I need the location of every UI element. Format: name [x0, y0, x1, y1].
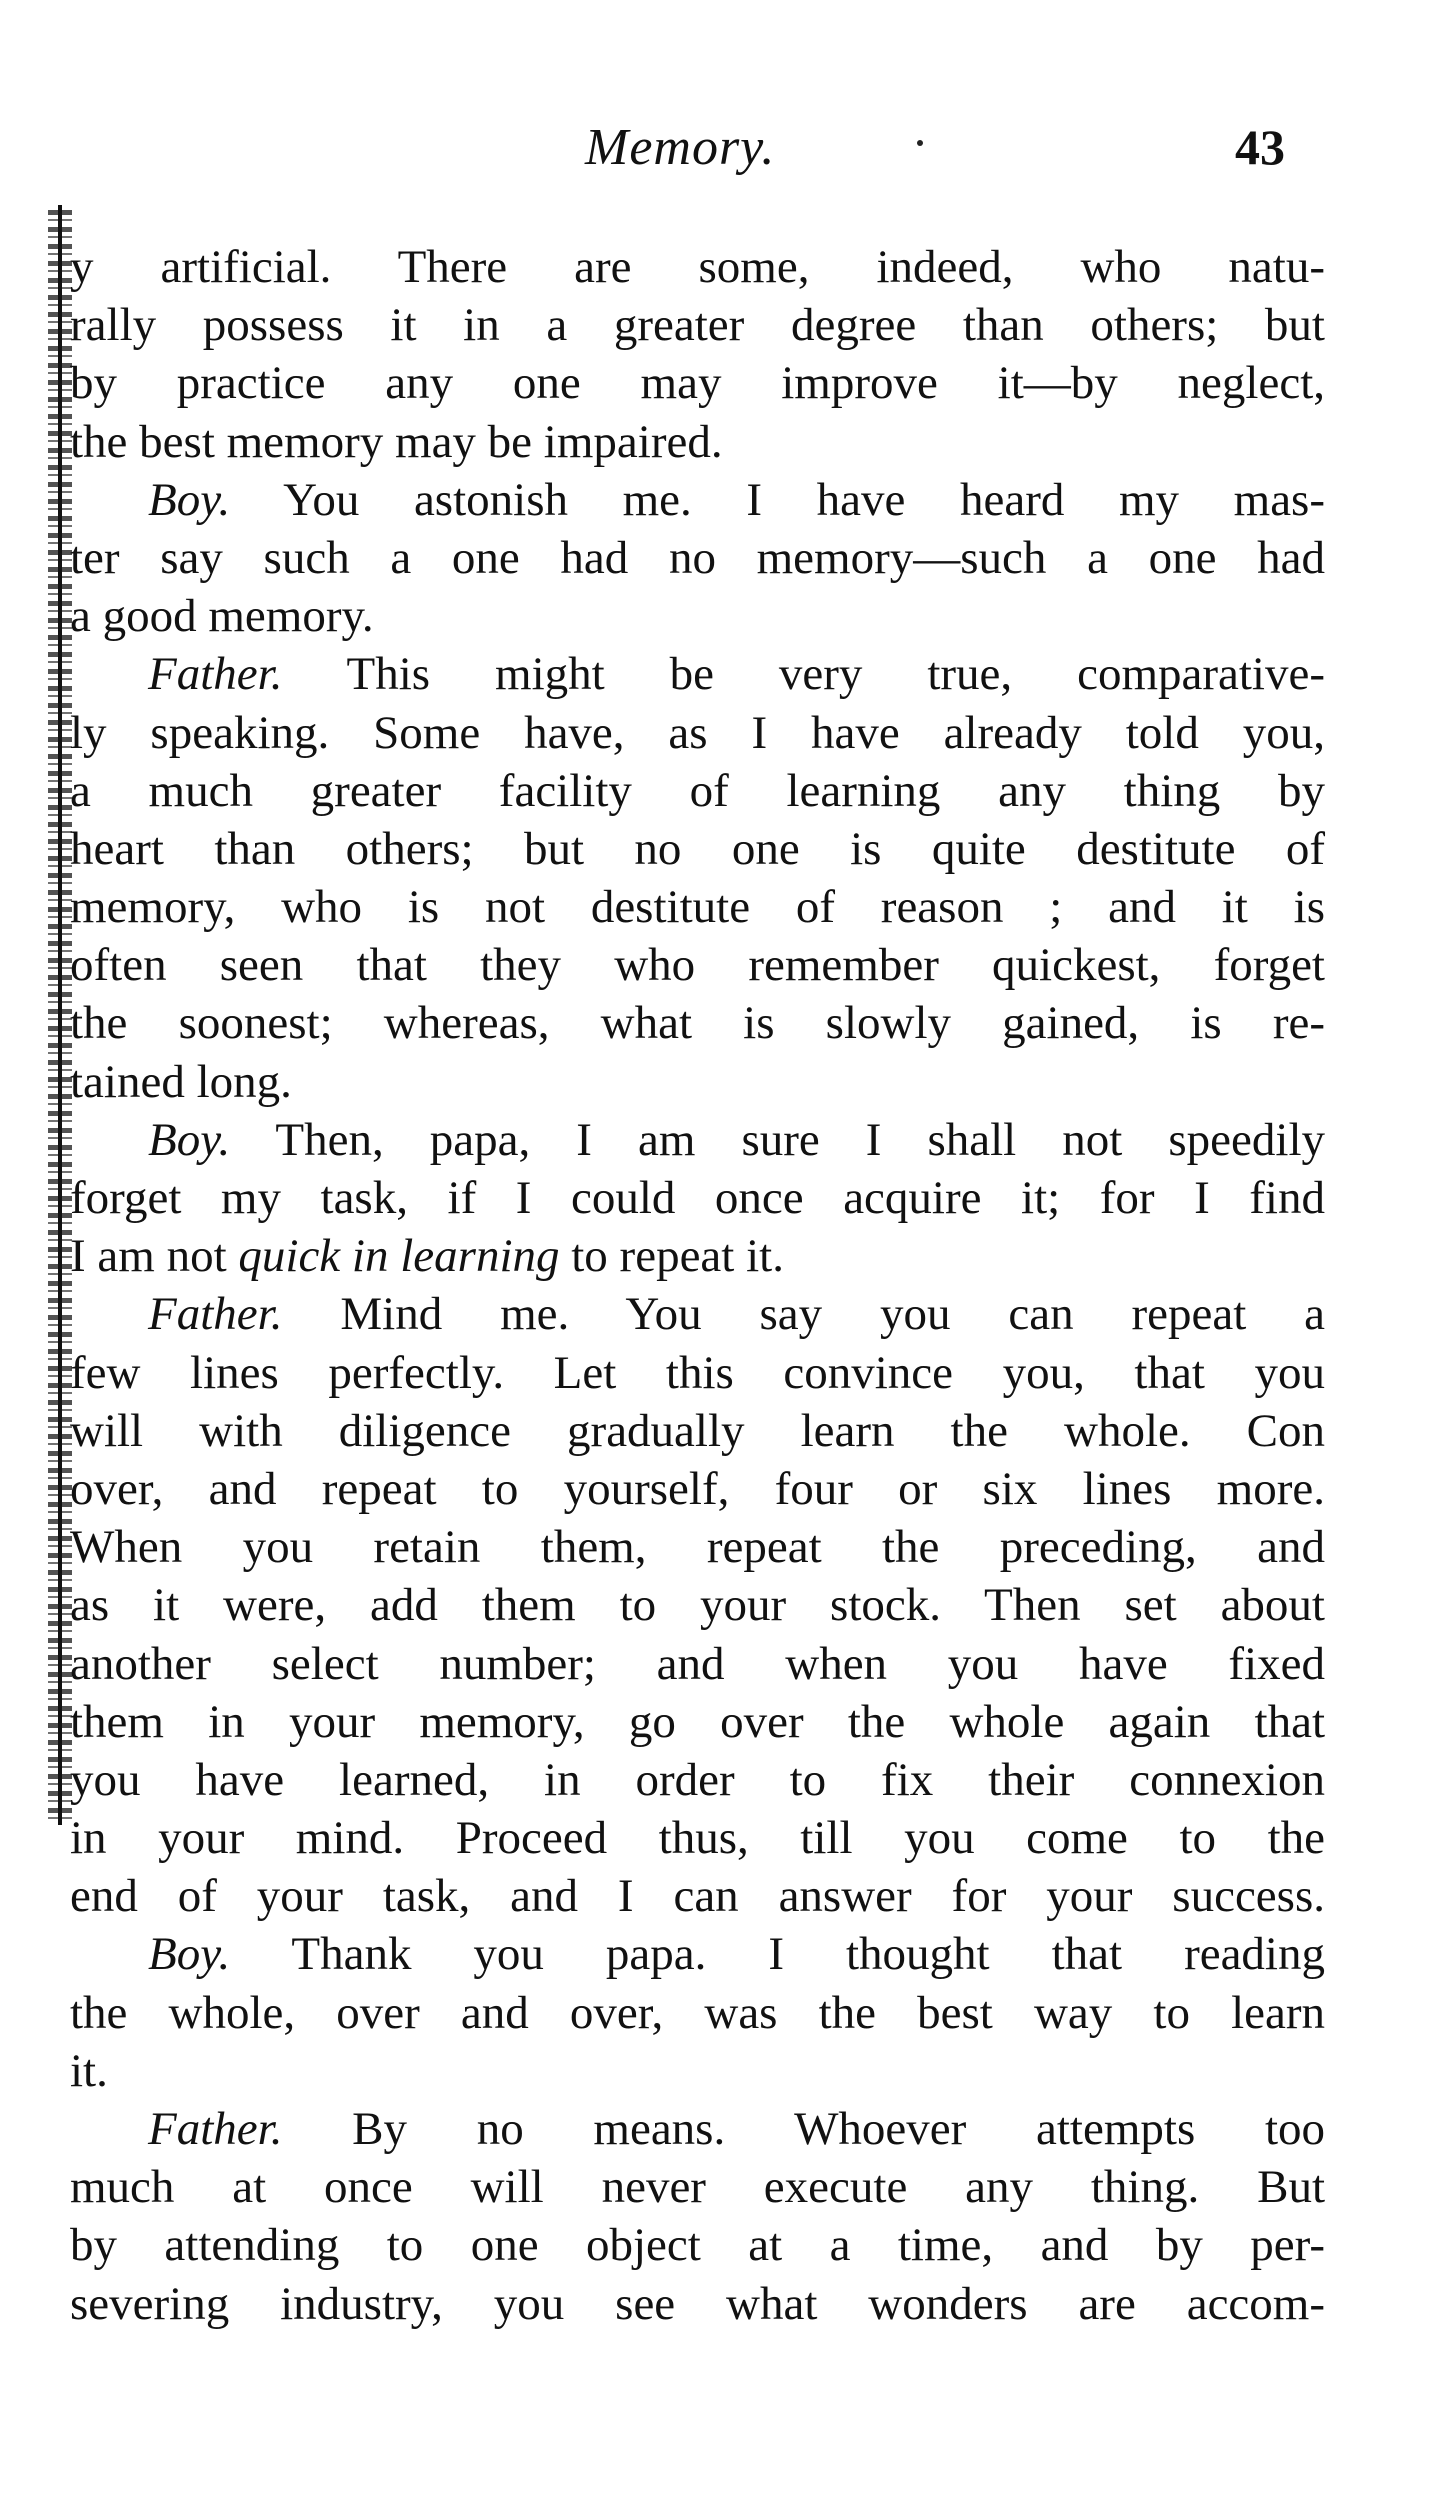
- text-segment: the soonest; whereas, what is slowly gained, is re-: [70, 997, 1325, 1050]
- text-line: [70, 1227, 1325, 1285]
- text-line: [70, 1169, 1325, 1227]
- italic-text: Father.: [148, 2103, 283, 2155]
- text-line: [70, 1344, 1325, 1402]
- text-segment: I am not: [70, 1230, 239, 1283]
- text-segment: memory, who is not destitute of reason ; and it is: [70, 881, 1325, 934]
- text-segment: you have learned, in order to fix their connexion: [70, 1753, 1325, 1806]
- text-segment: ter say such a one had no memory—such a one had: [70, 531, 1325, 584]
- text-segment: a good memory.: [70, 590, 374, 643]
- text-line: [70, 1809, 1325, 1867]
- text-line: [70, 820, 1325, 878]
- text-segment: few lines perfectly. Let this convince you, that you: [70, 1346, 1325, 1399]
- text-line: [70, 762, 1325, 820]
- text-segment: much at once will never execute any thing. But: [70, 2161, 1325, 2214]
- text-line: [70, 1460, 1325, 1518]
- italic-text: quick in learning: [238, 1230, 560, 1283]
- body-text: [70, 238, 1325, 2333]
- text-line: [70, 1925, 1325, 1983]
- text-segment: rally possess it in a greater degree than others; but: [70, 299, 1325, 352]
- text-segment: it.: [70, 2044, 108, 2097]
- text-segment: over, and repeat to yourself, four or six lines more.: [70, 1462, 1325, 1515]
- italic-text: Father.: [148, 1288, 283, 1341]
- header-ornament-dot: [917, 140, 923, 146]
- text-segment: By no means. Whoever attempts too: [282, 2103, 1325, 2155]
- text-segment: will with diligence gradually learn the whole. Con: [70, 1404, 1325, 1457]
- italic-text: Father.: [148, 648, 283, 701]
- text-line: [70, 2100, 1325, 2158]
- text-line: [70, 994, 1325, 1052]
- italic-text: Boy.: [148, 1113, 231, 1166]
- text-line: [70, 587, 1325, 645]
- text-segment: ly speaking. Some have, as I have already told you,: [70, 706, 1325, 759]
- text-segment: by attending to one object at a time, and by per-: [70, 2219, 1325, 2272]
- text-line: [70, 1693, 1325, 1751]
- text-segment: Thank you papa. I thought that reading: [230, 1928, 1325, 1981]
- text-line: [70, 238, 1325, 296]
- text-segment: a much greater facility of learning any thing by: [70, 764, 1325, 817]
- text-segment: as it were, add them to your stock. Then set about: [70, 1579, 1325, 1632]
- text-segment: tained long.: [70, 1055, 292, 1108]
- text-line: [70, 354, 1325, 412]
- text-line: [70, 2216, 1325, 2274]
- text-line: [70, 1111, 1325, 1169]
- text-segment: Then, papa, I am sure I shall not speedily: [230, 1113, 1325, 1166]
- text-segment: another select number; and when you have fixed: [70, 1637, 1325, 1690]
- text-line: [70, 1053, 1325, 1111]
- text-line: [70, 1867, 1325, 1925]
- italic-text: Boy.: [148, 473, 231, 526]
- text-line: [70, 2158, 1325, 2216]
- text-segment: When you retain them, repeat the preceding, and: [70, 1521, 1325, 1574]
- text-line: [70, 2042, 1325, 2100]
- italic-text: Boy.: [148, 1928, 231, 1981]
- text-line: [70, 645, 1325, 703]
- text-segment: to repeat it.: [559, 1230, 784, 1283]
- text-segment: You astonish me. I have heard my mas-: [230, 473, 1325, 526]
- text-segment: forget my task, if I could once acquire it; for I find: [70, 1172, 1325, 1224]
- text-line: [70, 1518, 1325, 1576]
- text-line: [70, 2275, 1325, 2333]
- text-line: [70, 296, 1325, 354]
- text-segment: by practice any one may improve it—by neglect,: [70, 357, 1325, 410]
- text-line: [70, 1751, 1325, 1809]
- text-line: [70, 529, 1325, 587]
- text-line: [70, 1402, 1325, 1460]
- text-segment: the best memory may be impaired.: [70, 415, 723, 468]
- text-segment: This might be very true, comparative-: [282, 648, 1325, 701]
- text-line: [70, 878, 1325, 936]
- binding-gutter-edge: [58, 205, 62, 1825]
- text-segment: in your mind. Proceed thus, till you come to the: [70, 1812, 1325, 1865]
- text-segment: severing industry, you see what wonders are accom-: [70, 2277, 1325, 2330]
- running-head-title: Memory.: [585, 119, 776, 176]
- text-segment: heart than others; but no one is quite destitute of: [70, 822, 1325, 875]
- text-line: [70, 1576, 1325, 1634]
- page-number: 43: [1235, 119, 1285, 175]
- text-line: [70, 413, 1325, 471]
- text-line: [70, 1285, 1325, 1343]
- text-segment: Mind me. You say you can repeat a: [282, 1288, 1325, 1341]
- text-segment: them in your memory, go over the whole again that: [70, 1695, 1325, 1748]
- text-line: [70, 936, 1325, 994]
- text-line: [70, 471, 1325, 529]
- text-line: [70, 704, 1325, 762]
- text-segment: often seen that they who remember quickest, forget: [70, 939, 1325, 992]
- text-segment: the whole, over and over, was the best way to learn: [70, 1986, 1325, 2039]
- text-segment: end of your task, and I can answer for your success.: [70, 1870, 1325, 1923]
- text-line: [70, 1635, 1325, 1693]
- text-segment: y artificial. There are some, indeed, who natu-: [70, 241, 1325, 293]
- text-line: [70, 1984, 1325, 2042]
